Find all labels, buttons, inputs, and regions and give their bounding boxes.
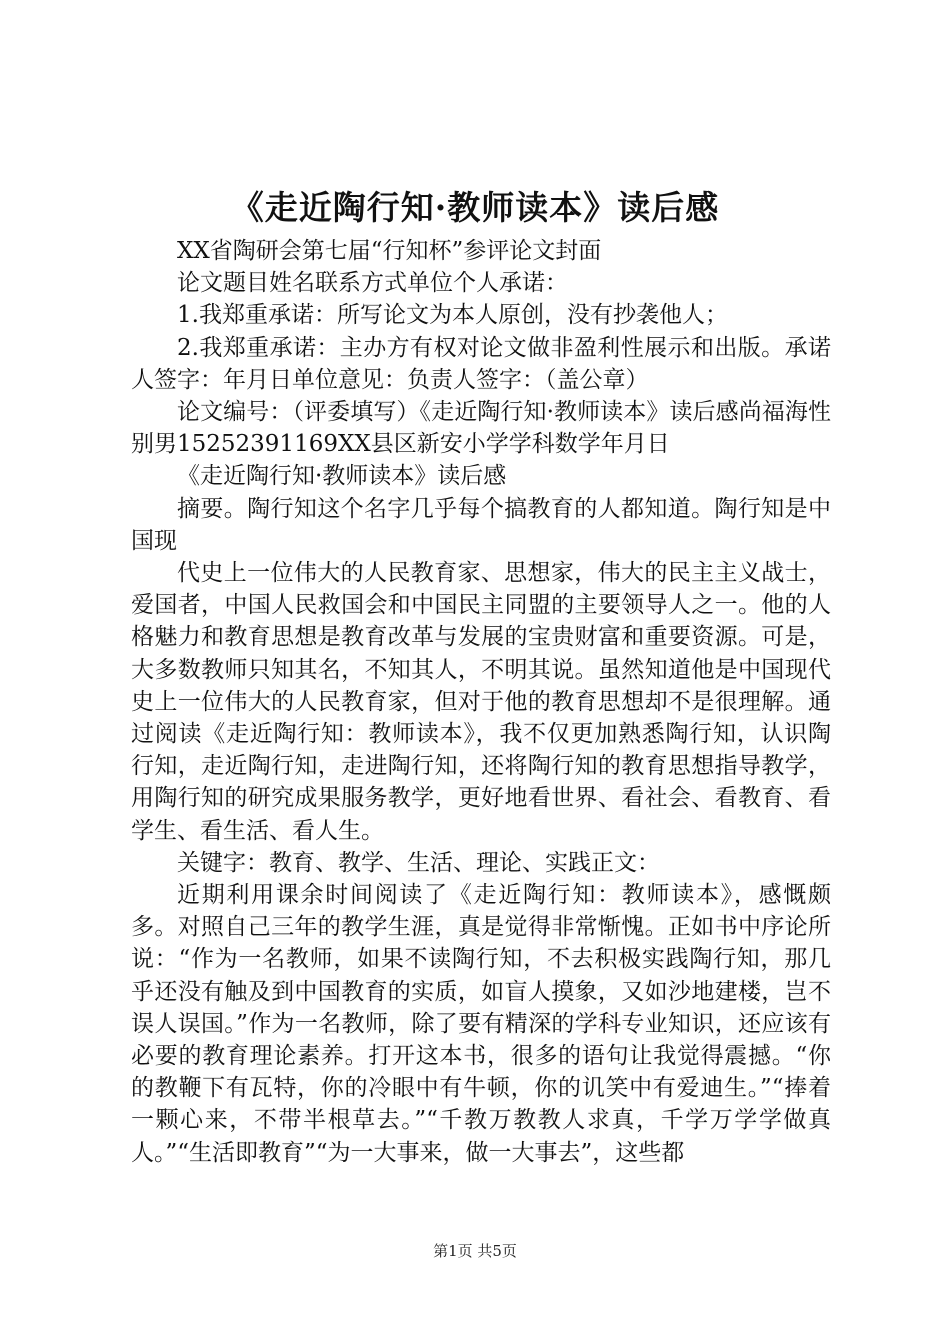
paper-title: 《走近陶行知·教师读本》读后感 <box>177 463 507 490</box>
abstract-start: 摘要。陶行知这个名字几乎每个搞教育的人都知道。陶行知是中国现 <box>131 495 831 554</box>
page-number: 第1页 共5页 <box>433 1242 517 1260</box>
document-body <box>131 235 831 1169</box>
cover-fields: 论文题目姓名联系方式单位个人承诺： <box>177 270 568 297</box>
keywords: 关键字：教育、教学、生活、理论、实践正文： <box>177 849 660 876</box>
document-title: 《走近陶行知·教师读本》读后感 <box>230 188 720 227</box>
promise-1: 1.我郑重承诺：所写论文为本人原创，没有抄袭他人； <box>177 302 728 329</box>
cover-heading: XX省陶研会第七届“行知杯”参评论文封面 <box>177 238 602 264</box>
abstract-body: 代史上一位伟大的人民教育家、思想家，伟大的民主主义战士，爱国者，中国人民救国会和中国民主同盟的主要领导人之一。他的人格魅力和教育思想是教育改革与发展的宝贵财富和重要资源。可是，大多数教师只知其名，不知其人，不明其说。虽然知道他是中国现代史上一位伟大的人民教育家，但对于他的教育思想却不是很理解。通过阅读《走近陶行知：教师读本》，我不仅更加熟悉陶行知，认识陶行知，走近陶行知，走进陶行知，还将陶行知的教育思想指导教学，用陶行知的研究成果服务教学，更好地看世界、看社会、看教育、看学生、看生活、看人生。 <box>131 560 831 844</box>
paper-info: 论文编号：（评委填写）《走近陶行知·教师读本》读后感尚福海性别男15252391169XX县区新安小学学科数学年月日 <box>131 399 831 458</box>
main-text: 近期利用课余时间阅读了《走近陶行知：教师读本》，感慨颇多。对照自己三年的教学生涯，真是觉得非常惭愧。正如书中序论所说：“作为一名教师，如果不读陶行知，不去积极实践陶行知，那几乎还没有触及到中国教育的实质，如盲人摸象，又如沙地建楼，岂不误人误国。”作为一名教师，除了要有精深的学科专业知识，还应该有必要的教育理论素养。打开这本书，很多的语句让我觉得震撼。“你的教鞭下有瓦特，你的冷眼中有牛顿，你的讥笑中有爱迪生。”“捧着一颗心来，不带半根草去。”“千教万教教人求真，千学万学学做真人。”“生活即教育”“为一大事来，做一大事去”，这些都 <box>131 882 831 1166</box>
promise-2: 2.我郑重承诺：主办方有权对论文做非盈利性展示和出版。承诺人签字：年月日单位意见：负责人签字：（盖公章） <box>131 334 831 393</box>
